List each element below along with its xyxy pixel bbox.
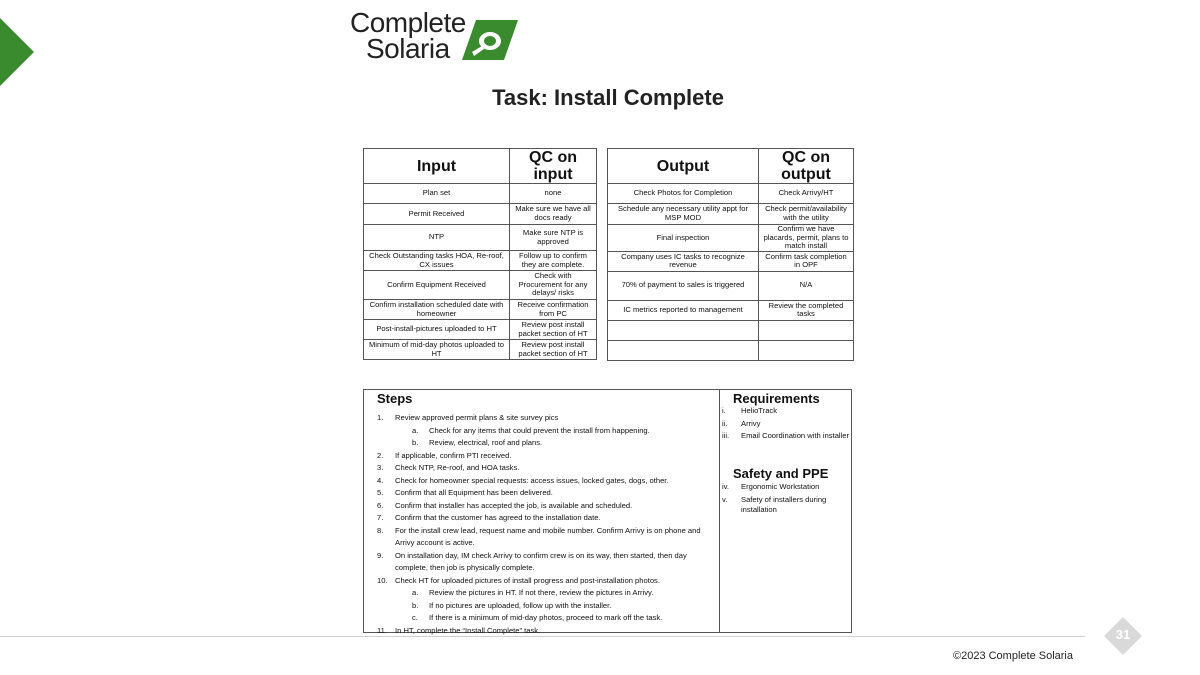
list-item-text: Email Coordination with installer: [741, 431, 850, 440]
list-item: [377, 462, 717, 475]
list-item-number: iv.: [722, 482, 730, 491]
list-item: [377, 500, 717, 513]
input-header: Input: [364, 149, 510, 184]
steps-section: [364, 390, 720, 635]
list-item-number: 9.: [377, 550, 384, 560]
list-item-text: Check for any items that could prevent the install from happening.: [429, 425, 650, 435]
list-item-text: HelioTrack: [741, 406, 778, 415]
table-cell: Check with Procurement for any delays/ risks: [510, 271, 597, 300]
list-item-number: i.: [722, 406, 726, 415]
list-item: [377, 550, 717, 575]
table-cell: [608, 340, 759, 360]
table-cell: Minimum of mid-day photos uploaded to HT: [364, 340, 510, 360]
list-item-text: If there is a minimum of mid-day photos, proceed to mark off the task.: [429, 613, 663, 622]
list-item-text: Confirm that installer has accepted the job, is available and scheduled.: [395, 500, 633, 510]
requirements-list: [722, 406, 850, 444]
list-item: [377, 575, 717, 588]
list-item-text: Confirm that the customer has agreed to the installation date.: [395, 513, 601, 522]
logo-line-1: Complete: [350, 7, 466, 38]
table-cell: [759, 320, 854, 340]
list-item: [722, 406, 850, 417]
qc-input-header: QC on input: [510, 149, 597, 184]
table-cell: Confirm installation scheduled date with homeowner: [364, 300, 510, 320]
list-item-number: 1.: [377, 413, 384, 422]
table-cell: Post-install-pictures uploaded to HT: [364, 320, 510, 340]
list-item-number: 6.: [377, 500, 384, 510]
list-item-number: iii.: [722, 431, 730, 440]
table-cell: Check Photos for Completion: [608, 184, 759, 204]
list-item-number: ii.: [722, 418, 728, 428]
list-item-number: a.: [412, 588, 419, 597]
list-item: [722, 495, 850, 516]
table-cell: Schedule any necessary utility appt for MSP MOD: [608, 204, 759, 225]
list-item: [377, 587, 717, 600]
list-item-number: 11.: [377, 625, 387, 635]
table-cell: Confirm task completion in OPF: [759, 251, 854, 271]
copyright-text: ©2023 Complete Solaria: [952, 650, 1073, 662]
list-item-text: Check for homeowner special requests: access issues, locked gates, dogs, other.: [395, 475, 669, 485]
list-item: [722, 431, 850, 442]
table-cell: Make sure we have all docs ready: [510, 204, 597, 225]
table-cell: Review post install packet section of HT: [510, 340, 597, 360]
list-item: [722, 419, 850, 430]
list-item-number: 10.: [377, 575, 388, 585]
safety-heading: Safety and PPE: [733, 466, 829, 481]
list-item-number: 5.: [377, 488, 384, 497]
list-item-text: If applicable, confirm PTI received.: [395, 450, 512, 460]
list-item-text: Confirm that all Equipment has been delivered.: [395, 488, 553, 497]
list-item-text: Ergonomic Workstation: [741, 482, 820, 491]
table-cell: none: [510, 184, 597, 204]
requirements-section: [720, 390, 852, 632]
list-item-text: Review, electrical, roof and plans.: [429, 438, 543, 447]
list-item-number: 7.: [377, 513, 384, 522]
table-cell: Review the completed tasks: [759, 300, 854, 320]
table-cell: N/A: [759, 271, 854, 300]
footer-divider: [0, 636, 1085, 637]
list-item: [377, 437, 717, 450]
steps-requirements-box: [363, 389, 852, 633]
steps-list: [377, 412, 717, 637]
list-item-text: Arrivy: [741, 418, 761, 428]
list-item-text: For the install crew lead, request name and mobile number. Confirm Arrivy is on phone and Arrivy account is active.: [395, 525, 701, 547]
table-cell: [608, 320, 759, 340]
list-item-number: v.: [722, 494, 728, 504]
list-item-text: Check HT for uploaded pictures of install progress and post-installation photos.: [395, 575, 660, 585]
safety-list: [722, 482, 850, 518]
table-cell: Check permit/availability with the utility: [759, 204, 854, 225]
table-cell: Review post install packet section of HT: [510, 320, 597, 340]
list-item-number: a.: [412, 425, 419, 435]
logo-wordmark: [350, 7, 466, 64]
list-item: [377, 600, 717, 613]
table-cell: IC metrics reported to management: [608, 300, 759, 320]
table-cell: Company uses IC tasks to recognize revenue: [608, 251, 759, 271]
list-item: [377, 525, 717, 550]
list-item: [377, 475, 717, 488]
list-item-number: 4.: [377, 475, 384, 485]
table-cell: Receive confirmation from PC: [510, 300, 597, 320]
output-qc-table: [607, 148, 854, 361]
list-item: [377, 612, 717, 625]
list-item: [377, 487, 717, 500]
steps-heading: Steps: [377, 391, 413, 406]
list-item-text: Check NTP, Re-roof, and HOA tasks.: [395, 463, 520, 472]
list-item-number: b.: [412, 438, 419, 447]
list-item: [377, 425, 717, 438]
list-item-number: 2.: [377, 450, 384, 460]
logo-mark-icon: [462, 18, 518, 62]
list-item-number: b.: [412, 600, 419, 610]
list-item-number: 3.: [377, 463, 384, 472]
list-item-number: c.: [412, 613, 418, 622]
list-item-text: In HT, complete the “Install Complete” task.: [395, 625, 541, 635]
requirements-heading: Requirements: [733, 391, 820, 406]
table-cell: Follow up to confirm they are complete.: [510, 251, 597, 271]
list-item-text: On installation day, IM check Arrivy to confirm crew is on its way, then started, then day complete, then job is physically complete.: [395, 550, 687, 572]
table-cell: NTP: [364, 225, 510, 251]
table-cell: Confirm we have placards, permit, plans to match install: [759, 225, 854, 252]
list-item: [377, 450, 717, 463]
table-cell: Make sure NTP is approved: [510, 225, 597, 251]
list-item: [377, 512, 717, 525]
qc-output-header: QC on output: [759, 149, 854, 184]
logo-line-2: Solaria: [366, 33, 450, 64]
table-cell: Plan set: [364, 184, 510, 204]
table-cell: Check Arrivy/HT: [759, 184, 854, 204]
list-item-number: 8.: [377, 525, 384, 535]
input-qc-table: [363, 148, 597, 360]
list-item-text: Safety of installers during installation: [741, 494, 827, 514]
output-header: Output: [608, 149, 759, 184]
page-number: 31: [1115, 627, 1131, 642]
list-item-text: Review the pictures in HT. If not there, review the pictures in Arrivy.: [429, 588, 654, 597]
table-cell: Final inspection: [608, 225, 759, 252]
table-cell: Check Outstanding tasks HOA, Re-roof, CX issues: [364, 251, 510, 271]
table-cell: Permit Received: [364, 204, 510, 225]
list-item: [377, 412, 717, 425]
list-item: [722, 482, 850, 493]
corner-arrow-icon: [0, 18, 34, 86]
list-item-text: If no pictures are uploaded, follow up with the installer.: [429, 600, 612, 610]
page-title: Task: Install Complete: [492, 85, 724, 110]
list-item-text: Review approved permit plans & site survey pics: [395, 413, 559, 422]
table-cell: 70% of payment to sales is triggered: [608, 271, 759, 300]
table-cell: Confirm Equipment Received: [364, 271, 510, 300]
table-cell: [759, 340, 854, 360]
company-logo: [350, 7, 520, 64]
